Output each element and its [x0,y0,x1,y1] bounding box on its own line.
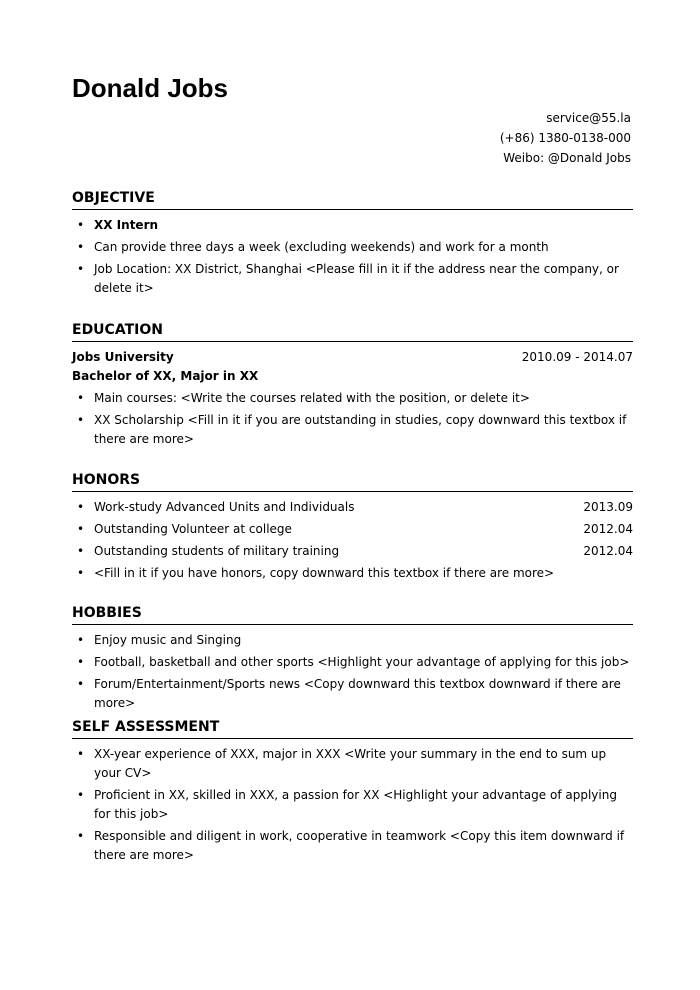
list-item: • Forum/Entertainment/Sports news <Copy downward this textbox downward if there are more> [77,677,621,710]
section-divider [72,738,633,739]
section-title: SELF ASSESSMENT [72,719,220,735]
list-item: • XX Scholarship <Fill in it if you are outstanding in studies, copy downward this textbox if there are more> [77,413,627,446]
list-item: • Proficient in XX, skilled in XXX, a passion for XX <Highlight your advantage of applying for this job> [77,788,617,821]
candidate-name: Donald Jobs [72,73,229,103]
section-hobbies [72,602,633,716]
study-period: 2010.09 - 2014.07 [521,350,633,364]
self-assessment-list [72,745,633,865]
bullet-icon: • [77,413,85,427]
section-honors [72,469,633,586]
list-item: • Can provide three days a week (excluding weekends) and work for a month [72,238,633,257]
section-title: EDUCATION [72,322,163,338]
bullet-icon: • [77,391,85,405]
list-item: • Work-study Advanced Units and Individuals 2013.09 [72,498,633,517]
list-item: • Outstanding Volunteer at college 2012.04 [72,520,633,539]
section-title: OBJECTIVE [72,190,155,206]
bullet-icon: • [77,522,85,536]
education-header [72,348,633,367]
bullet-icon: • [77,788,85,802]
bullet-icon: • [77,677,85,691]
education-list [72,389,633,449]
honors-list [72,498,633,583]
section-title: HONORS [72,472,141,488]
section-divider [72,209,633,210]
list-item: • Main courses: <Write the courses related with the position, or delete it> [72,389,633,408]
honor-date: 2012.04 [583,544,633,558]
school-name: Jobs University [72,350,174,364]
contact-phone: (+86) 1380-0138-000 [499,131,631,145]
contact-block [500,108,631,168]
list-item: • <Fill in it if you have honors, copy downward this textbox if there are more> [72,564,633,583]
bullet-icon: • [77,566,85,580]
bullet-icon: • [77,500,85,514]
section-divider [72,341,633,342]
list-item: • XX Intern [72,216,633,235]
section-divider [72,491,633,492]
bullet-icon: • [77,829,85,843]
bullet-icon: • [77,544,85,558]
list-item: • Outstanding students of military training 2012.04 [72,542,633,561]
bullet-icon: • [77,633,85,647]
list-item: • Enjoy music and Singing [72,631,633,650]
honor-date: 2012.04 [583,522,633,536]
section-divider [72,624,633,625]
list-item: • Football, basketball and other sports <Highlight your advantage of applying for this job> [72,653,633,672]
contact-weibo: Weibo: @Donald Jobs [503,151,631,165]
contact-email: service@55.la [546,111,631,125]
hobbies-list [72,631,633,713]
objective-list [72,216,633,298]
list-item: • Responsible and diligent in work, cooperative in teamwork <Copy this item downward if there are more> [77,829,625,862]
section-objective [72,187,633,301]
bullet-icon: • [77,240,85,254]
degree: Bachelor of XX, Major in XX [72,369,259,383]
honor-date: 2013.09 [583,500,633,514]
bullet-icon: • [77,747,85,761]
section-title: HOBBIES [72,605,142,621]
bullet-icon: • [77,218,85,232]
list-item: • XX-year experience of XXX, major in XXX <Write your summary in the end to sum up your CV> [77,747,607,780]
section-self-assessment [72,716,633,868]
bullet-icon: • [77,262,85,276]
list-item: • Job Location: XX District, Shanghai <Please fill in it if the address near the company, or delete it> [77,262,619,295]
bullet-icon: • [77,655,85,669]
section-education [72,319,633,452]
